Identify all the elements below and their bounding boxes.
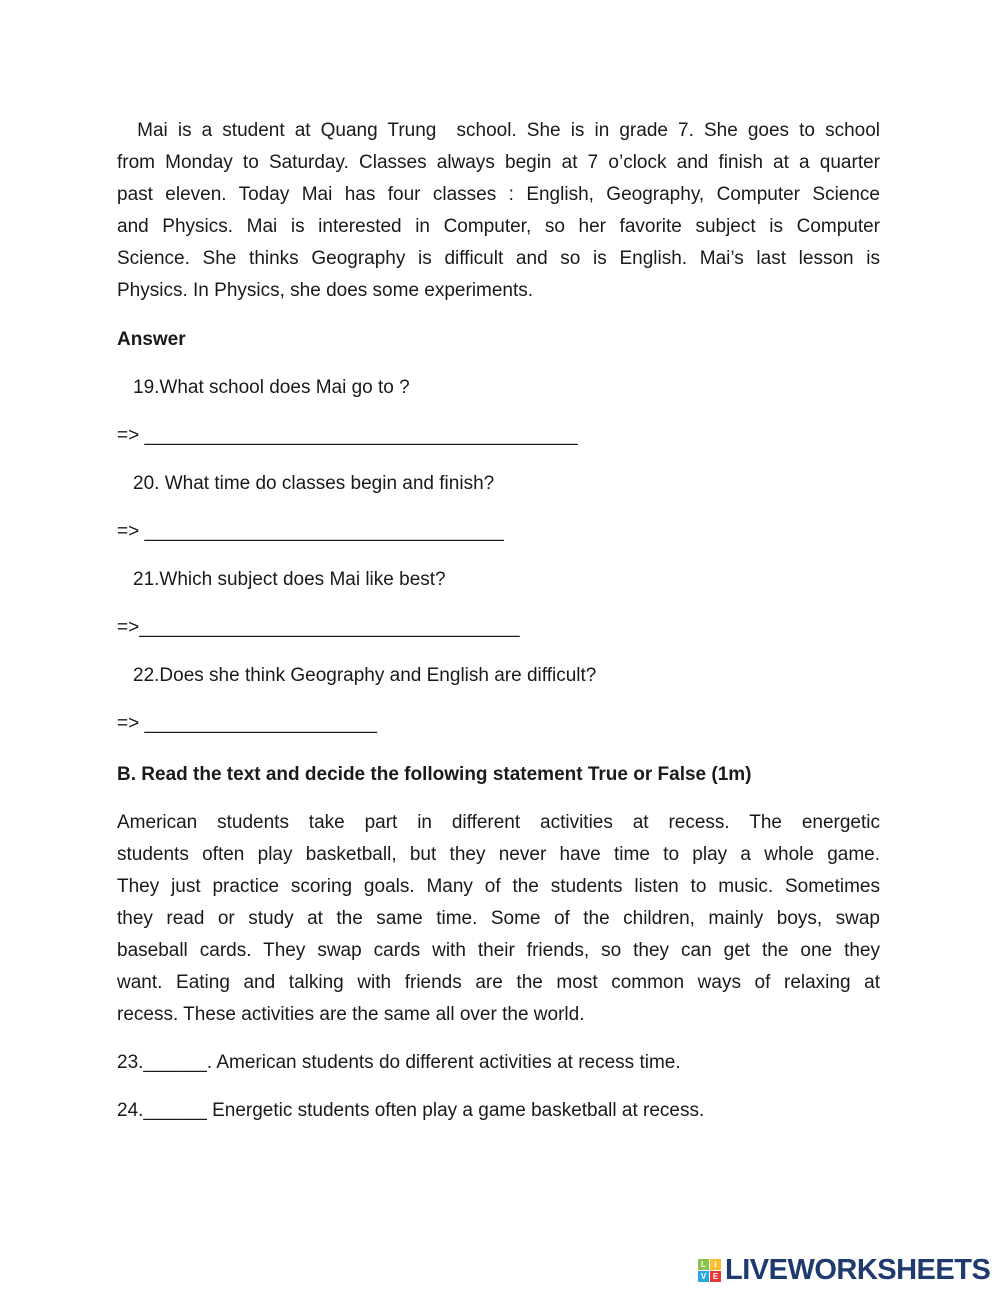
passage-line: from Monday to Saturday. Classes always begin at 7 o’clock and finish at a quarter [117,152,880,173]
statement-24[interactable]: 24.______ Energetic students often play a game basketball at recess. [117,1100,705,1121]
question-21: 21.Which subject does Mai like best? [133,569,446,590]
answer-20[interactable]: => __________________________________ [117,521,504,542]
passage-b [117,807,880,1031]
answer-19[interactable]: => _________________________________________ [117,425,578,446]
question-20: 20. What time do classes begin and finish? [133,473,495,494]
passage-line: past eleven. Today Mai has four classes : English, Geography, Computer Science [117,184,880,205]
passage-line: Science. She thinks Geography is difficult and so is English. Mai’s last lesson is [117,248,880,269]
logo-tile: E [710,1271,721,1282]
logo-tile: L [698,1259,709,1270]
passage-line: They just practice scoring goals. Many of the students listen to music. Sometimes [117,876,880,897]
answer-heading: Answer [117,329,186,350]
logo-tile: I [710,1259,721,1270]
passage-line: American students take part in different activities at recess. The energetic [117,812,880,833]
passage-line: recess. These activities are the same all over the world. [117,1004,585,1025]
passage-line: Physics. In Physics, she does some experiments. [117,280,534,301]
liveworksheets-logo [698,1254,990,1287]
passage-a [117,115,880,307]
statement-23[interactable]: 23.______. American students do different activities at recess time. [117,1052,681,1073]
question-22: 22.Does she think Geography and English are difficult? [133,665,597,686]
passage-line: students often play basketball, but they never have time to play a whole game. [117,844,880,865]
passage-line: Mai is a student at Quang Trung school. She is in grade 7. She goes to school [117,120,880,141]
answer-21[interactable]: =>____________________________________ [117,617,520,638]
section-b-heading: B. Read the text and decide the following statement True or False (1m) [117,764,752,785]
passage-line: they read or study at the same time. Some of the children, mainly boys, swap [117,908,880,929]
logo-tiles-icon [698,1259,721,1282]
passage-line: want. Eating and talking with friends are the most common ways of relaxing at [117,972,880,993]
passage-line: baseball cards. They swap cards with their friends, so they can get the one they [117,940,880,961]
passage-line: and Physics. Mai is interested in Computer, so her favorite subject is Computer [117,216,880,237]
logo-tile: V [698,1271,709,1282]
question-19: 19.What school does Mai go to ? [133,377,410,398]
answer-22[interactable]: => ______________________ [117,713,377,734]
logo-text: LIVEWORKSHEETS [725,1254,991,1286]
